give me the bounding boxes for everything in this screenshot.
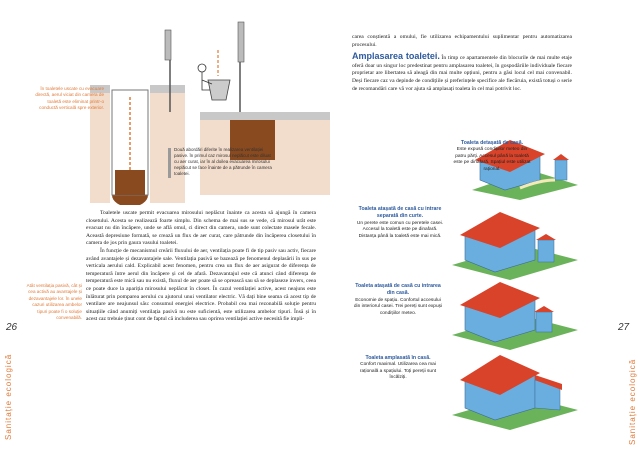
intro-text: carea conștientă a omului, fie utilizarea echipamentului suplimentar pentru automatizarea procesului. [352,34,572,48]
paragraph-2: În funcție de mecanismul creării fluxului de aer, ventilația poate fi de tip pasiv sau activ, fiecare având avantajele și dezavantajele sale. Ventilația pasivă se bazează pe fenomenul deplasării în sus pe verticala aerului cald. Explicabil acest fenomen, pentru crea un flux de aer asigurat de diferența de temperatură între aerul din încăpere și cel de afară. Dezavantajul este că atunci când diferența de temperatură este mică sau nu există, fluxul de aer poate să se oprească sau să se deplaseze invers, ceea ce poate duce la apariția mirosului neplăcut în closet. În cazul ventilației active, acest neajuns este înlăturat prin pomparea aerului cu ajutorul unui ventilator electric. Vă dați bine seama că acest tip de ventilare are neajunsul său: consumul energiei electrice. Probabil cea mai rezonabilă soluție pentru situațiile când anumiți ventilația pasivă nu este suficientă, este utilizarea ambelor tipuri. Însă și în acest caz trebuie ținut cont de faptul că includerea sau oprirea ventilației active necesită fie impli- [86,247,316,323]
side-note: Atât ventilația pasivă, cât și cea activă au avantajele și dezavantajele lor. În unele cazuri utilizarea ambelor tipuri poate fi o soluție convenabilă. [26,283,82,321]
section-text: În timp ce apartamentele din blocurile de mai multe etaje oferă doar un singur loc predestinat pentru amplasarea toaletei, în gospodăriile individuale fiecare proprietar are libertatea să aleagă din mai multe opțiuni, pentru a găsi locul cel mai convenabil. Deși fiecare caz va depinde de condițiile și preferințele specifice ale fiecăruia, există totuși o serie de recomandări care vă vor ajuta să amplasați toaleta în cel mai potrivit loc. [352,55,573,92]
house-toilet-inside [450,340,580,430]
caption-2-title: Toaleta atașată de casă cu intrare separată din curte. [358,206,442,220]
left-side-label: Sanitație ecologică [4,353,13,440]
top-note: În toaletele uscate cu evacuare directă, aerul viciat din camera de toaletă este eliminat printr-o conductă verticală spre exterior. [35,86,104,111]
caption-1 [452,140,532,173]
left-body-text [86,210,316,324]
caption-2 [356,206,444,240]
caption-3-title: Toaleta atașată de casă cu intrarea din casă. [355,283,441,297]
quote-bar [168,148,171,178]
right-page-number: 27 [618,322,630,333]
quote-text: Două abordări diferite în realizarea ventilației pasive. În primul caz mirosul neplăcut este diluat cu aer curat, iar în al doilea evacuarea mirosului neplăcut se face înainte de a pătrunde în camera toaletei. [174,147,272,176]
caption-4 [352,355,444,382]
paragraph-1: Toaletele uscate permit evacuarea mirosului neplăcut înainte ca acesta să ajungă în camera closetului. Acesta se realizează foarte simplu. Din schema de mai sus se vede, că mirosul urât este evacuat nu din încăpere, unde se află omul, ci direct din camera, unde sunt colectate masele fecale. Această depresiune formată, se crează un flux de aer curat, care pătrunde din încăperea closetului în camera de jos prin gaura vasului toaletei. [86,210,316,247]
house-attached-inside-entry [450,270,580,350]
caption-4-title: Toaleta amplasată în casă. [365,355,431,361]
caption-3-text: Economie de spațiu. Confortul accesului din interiorul casei. Trei pereți sunt expuși condițiilor meteo. [353,297,443,316]
left-page-number: 26 [6,322,18,333]
right-body-text [352,34,572,93]
caption-4-text: Confort maximal. Utilizarea cea mai rațională a spațiului. Toți pereții sunt încălziți. [359,362,437,381]
caption-3 [352,283,444,317]
section-heading: Amplasarea toaletei. [352,51,440,62]
caption-1-title: Toaleta detașată de casă. [460,140,524,146]
pit-toilet-illustration [90,20,330,205]
house-attached-outside-entry [450,200,580,280]
right-side-label: Sanitație ecologică [628,358,637,445]
caption-2-text: Un perete este comun cu peretele casei. Accesul la toaletă este pe dinafară. Distanța până la toaletă este mai mică. [356,220,444,239]
caption-1-text: Este expusă condițiilor meteo din patru părți. Accesul până la toaletă este pe dinafară. Spațiul este utilizat rațional. [453,147,531,172]
